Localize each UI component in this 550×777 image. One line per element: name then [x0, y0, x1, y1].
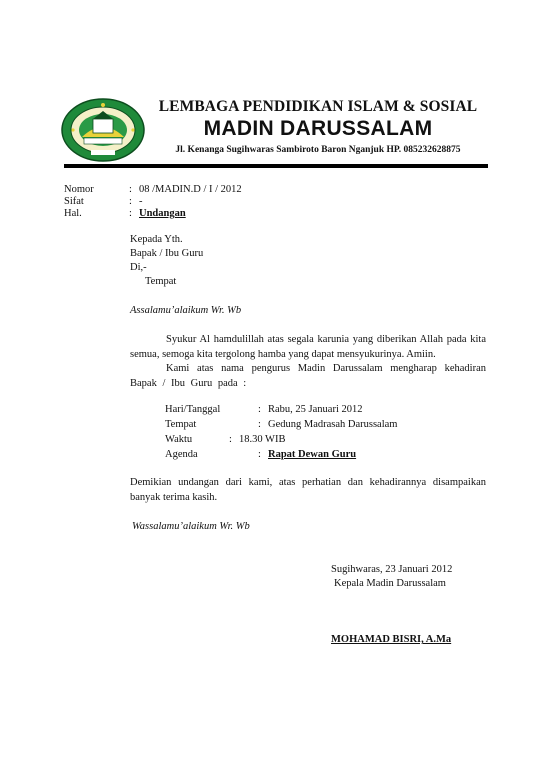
event-time-value: 18.30 WIB	[239, 434, 286, 445]
organization-logo	[60, 97, 146, 163]
sifat-colon: :	[129, 196, 132, 207]
event-time-colon: :	[229, 434, 232, 445]
event-agenda-colon: :	[258, 449, 261, 460]
sifat-label: Sifat	[64, 196, 84, 207]
event-date-colon: :	[258, 404, 261, 415]
nomor-label: Nomor	[64, 184, 94, 195]
signature-role: Kepala Madin Darussalam	[334, 578, 446, 589]
org-address: Jl. Kenanga Sugihwaras Sambiroto Baron Nganjuk HP. 085232628875	[175, 145, 461, 155]
signature-name: MOHAMAD BISRI, A.Ma	[331, 634, 452, 645]
event-agenda-value: Rapat Dewan Guru	[268, 449, 357, 460]
nomor-value: 08 /MADIN.D / I / 2012	[139, 184, 242, 195]
closing-paragraph: Demikian undangan dari kami, atas perhatian dan kehadirannya disampaikan banyak terima kasih.	[130, 477, 486, 503]
event-time-label: Waktu	[165, 434, 193, 445]
event-date-label: Hari/Tanggal	[165, 404, 221, 415]
closing-greeting: Wassalamu’alaikum Wr. Wb	[132, 521, 250, 532]
event-place-value: Gedung Madrasah Darussalam	[268, 419, 398, 430]
event-agenda-label: Agenda	[165, 449, 198, 460]
letterhead-divider	[64, 164, 488, 168]
hal-colon: :	[129, 208, 132, 219]
hal-label: Hal.	[64, 208, 82, 219]
hal-value: Undangan	[139, 208, 186, 219]
recipient-line3: Di,-	[130, 262, 147, 273]
org-name-line2: MADIN DARUSSALAM	[203, 117, 433, 140]
org-name-line1: LEMBAGA PENDIDIKAN ISLAM & SOSIAL	[158, 98, 478, 115]
opening-greeting: Assalamu’alaikum Wr. Wb	[130, 305, 242, 316]
recipient-line4: Tempat	[145, 276, 177, 287]
recipient-line2: Bapak / Ibu Guru	[130, 248, 204, 259]
recipient-line1: Kepada Yth.	[130, 234, 183, 245]
nomor-colon: :	[129, 184, 132, 195]
signature-place-date: Sugihwaras, 23 Januari 2012	[331, 564, 453, 575]
body-paragraph-1: Syukur Al hamdulillah atas segala karunia yang diberikan Allah pada kita semua, semoga kita tergolong hamba yang dapat mensyukurinya. Amiin.	[130, 334, 486, 360]
event-place-colon: :	[258, 419, 261, 430]
event-place-label: Tempat	[165, 419, 197, 430]
sifat-value: -	[139, 196, 143, 207]
body-paragraph-2: Kami atas nama pengurus Madin Darussalam mengharap kehadiran Bapak / Ibu Guru pada :	[130, 363, 486, 389]
event-date-value: Rabu, 25 Januari 2012	[268, 404, 363, 415]
